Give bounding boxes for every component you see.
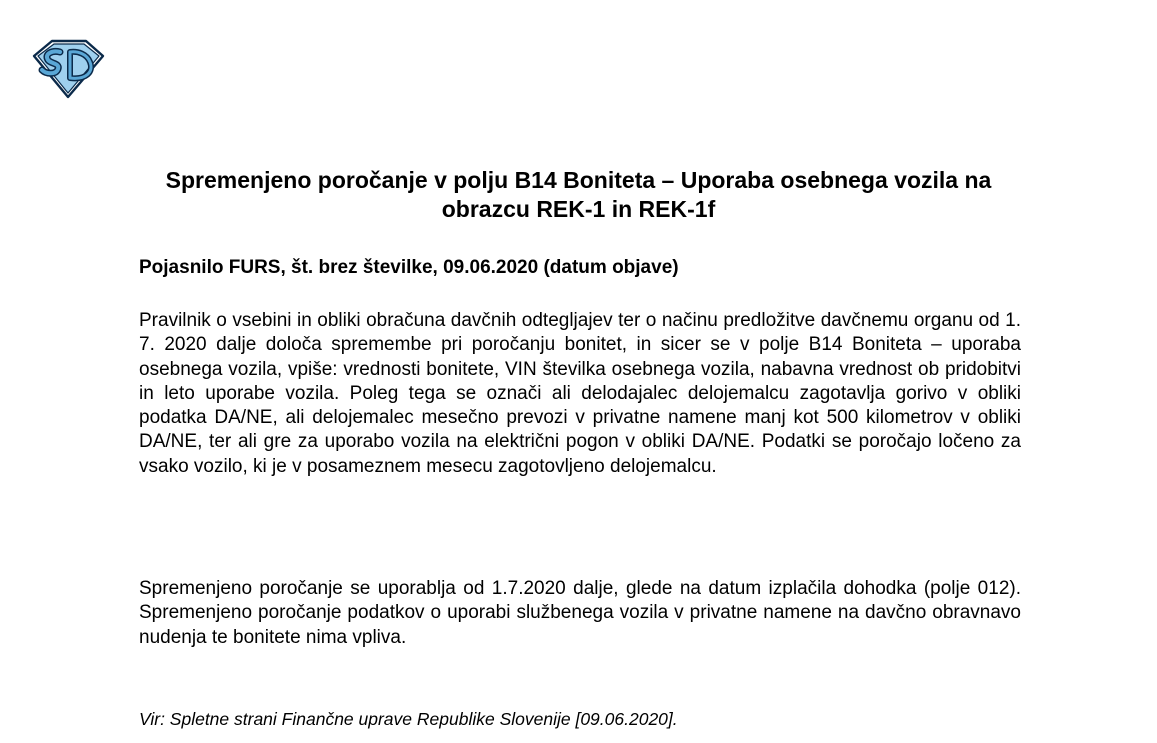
document-subtitle: Pojasnilo FURS, št. brez številke, 09.06.2020 (datum objave) <box>139 257 679 278</box>
paragraph-1: Pravilnik o vsebini in obliki obračuna davčnih odtegljajev ter o načinu predložitve davčnemu organu od 1. 7. 2020 dalje določa spremembe pri poročanju bonitet, in sicer se v polje B14 Boniteta – uporaba osebnega vozila, vpiše: vrednosti bonitete, VIN številka osebnega vozila, nabavna vrednost ob pridobitvi in leto uporabe vozila. Poleg tega se označi ali delodajalec delojemalcu zagotavlja gorivo v obliki podatka DA/NE, ali delojemalec mesečno prevozi v privatne namene manj kot 500 kilometrov v obliki DA/NE, ter ali gre za uporabo vozila na električni pogon v obliki DA/NE. Podatki se poročajo ločeno za vsako vozilo, ki je v posameznem mesecu zagotovljeno delojemalcu. <box>139 310 1021 477</box>
page-title: Spremenjeno poročanje v polju B14 Boniteta – Uporaba osebnega vozila na obrazcu REK-1 in REK-1f <box>165 167 992 222</box>
logo <box>30 38 106 100</box>
source-note: Vir: Spletne strani Finančne uprave Republike Slovenije [09.06.2020]. <box>139 709 678 729</box>
sd-shield-logo-icon <box>30 38 106 100</box>
paragraph-2: Spremenjeno poročanje se uporablja od 1.7.2020 dalje, glede na datum izplačila dohodka (polje 012). Spremenjeno poročanje podatkov o uporabi službenega vozila v privatne namene na davčno obravnavo nudenja te bonitete nima vpliva. <box>139 578 1021 648</box>
